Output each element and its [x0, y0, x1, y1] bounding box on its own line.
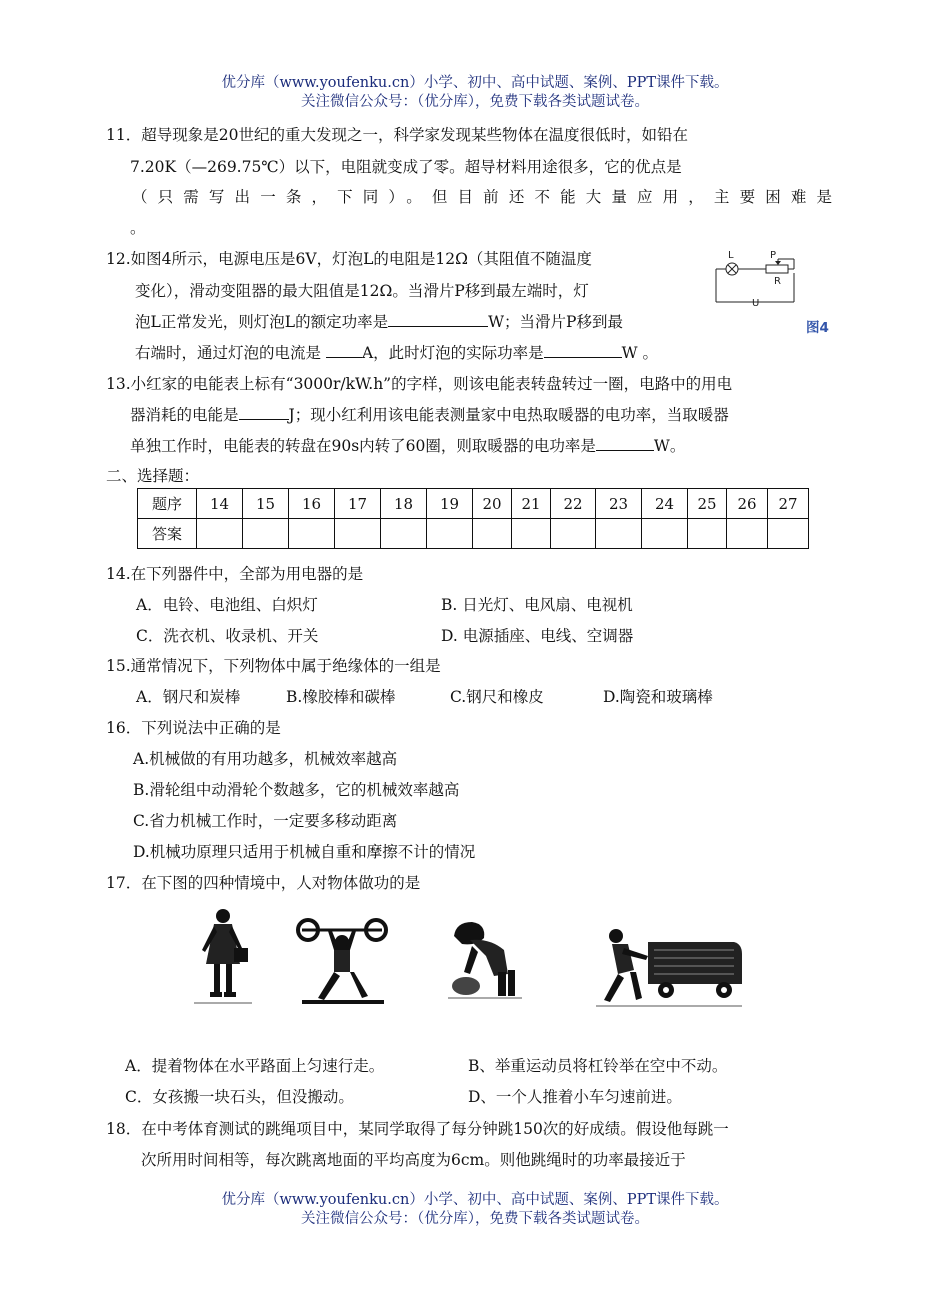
q13-line-3-a: 单独工作时，电能表的转盘在90s内转了60圈，则取暖器的电功率是	[130, 437, 596, 455]
q12-line-4-a: 右端时，通过灯泡的电流是	[135, 344, 326, 362]
q15-option-b[interactable]: B.橡胶棒和碳棒	[286, 688, 396, 706]
q15-option-c[interactable]: C.钢尺和橡皮	[450, 688, 544, 706]
q13-blank-energy[interactable]	[239, 405, 289, 420]
q17-option-d[interactable]: D、一个人推着小车匀速前进。	[468, 1088, 682, 1106]
q14-option-c[interactable]: C．洗衣机、收录机、开关	[136, 627, 319, 645]
page-header	[0, 74, 950, 112]
voltage-label: U	[752, 298, 760, 309]
footer-line-1: 优分库（www.youfenku.cn）小学、初中、高中试题、案例、PPT课件下载。	[221, 1192, 729, 1208]
answer-cell[interactable]	[596, 519, 642, 549]
answer-table-answer-label: 答案	[138, 519, 197, 549]
slider-label: P	[770, 250, 777, 261]
q12-line-4	[135, 341, 658, 363]
q15-option-d[interactable]: D.陶瓷和玻璃棒	[603, 688, 713, 706]
footer-line-2: 关注微信公众号：（优分库），免费下载各类试题试卷。	[301, 1211, 649, 1227]
q16-stem: 16．下列说法中正确的是	[106, 719, 281, 737]
figure-4-label: 图4	[806, 320, 829, 336]
q15-stem: 15.通常情况下，下列物体中属于绝缘体的一组是	[106, 657, 441, 675]
q17-option-b[interactable]: B、举重运动员将杠铃举在空中不动。	[468, 1057, 728, 1075]
q16-option-b[interactable]: B.滑轮组中动滑轮个数越多，它的机械效率越高	[133, 781, 460, 799]
q14-stem: 14.在下列器件中，全部为用电器的是	[106, 565, 364, 583]
lamp-label: L	[728, 250, 734, 261]
answer-table-answer-row	[138, 519, 809, 549]
q17-option-c[interactable]: C．女孩搬一块石头，但没搬动。	[125, 1088, 354, 1106]
question-number-cell: 19	[427, 489, 473, 519]
question-number-cell: 26	[727, 489, 768, 519]
q15-option-a[interactable]: A．钢尺和炭棒	[136, 688, 241, 706]
q13-line-3	[130, 434, 685, 456]
picture-b-weightlifter	[296, 914, 388, 1006]
q13-line-2	[130, 403, 729, 425]
question-number-cell: 21	[512, 489, 551, 519]
q16-option-a[interactable]: A.机械做的有用功越多，机械效率越高	[133, 750, 398, 768]
answer-table-header-label: 题序	[138, 489, 197, 519]
header-line-2: 关注微信公众号：（优分库），免费下载各类试题试卷。	[301, 94, 649, 110]
question-number-cell: 25	[688, 489, 727, 519]
question-number-cell: 27	[768, 489, 809, 519]
resistor-symbol	[766, 265, 788, 273]
answer-cell[interactable]	[289, 519, 335, 549]
answer-cell[interactable]	[381, 519, 427, 549]
q17-option-a[interactable]: A．提着物体在水平路面上匀速行走。	[125, 1057, 385, 1075]
q13-line-2-a: 器消耗的电能是	[130, 406, 239, 424]
q16-option-d[interactable]: D.机械功原理只适用于机械自重和摩擦不计的情况	[133, 843, 476, 861]
q14-option-a[interactable]: A．电铃、电池组、白炽灯	[136, 596, 318, 614]
q11-line-3: （只需写出一条，下同）。但目前还不能大量应用，主要困难是	[132, 188, 832, 206]
q14-option-d[interactable]: D. 电源插座、电线、空调器	[441, 627, 634, 645]
header-line-1: 优分库（www.youfenku.cn）小学、初中、高中试题、案例、PPT课件下载。	[221, 75, 729, 91]
q13-line-1: 13.小红家的电能表上标有“3000r/kW.h”的字样，则该电能表转盘转过一圈，电路中的用电	[106, 375, 733, 393]
answer-cell[interactable]	[727, 519, 768, 549]
q12-blank-rated-power[interactable]	[388, 312, 488, 327]
q13-blank-power[interactable]	[596, 436, 654, 451]
q12-blank-current[interactable]	[326, 343, 362, 358]
question-number-cell: 17	[335, 489, 381, 519]
q12-line-1: 12.如图4所示，电源电压是6V，灯泡L的电阻是12Ω（其阻值不随温度	[106, 250, 592, 268]
answer-table-header-row	[138, 489, 809, 519]
question-number-cell: 20	[473, 489, 512, 519]
question-number-cell: 23	[596, 489, 642, 519]
q12-blank-actual-power[interactable]	[544, 343, 622, 358]
question-number-cell: 18	[381, 489, 427, 519]
section-2-title: 二、选择题：	[106, 467, 200, 485]
q14-option-b[interactable]: B. 日光灯、电风扇、电视机	[441, 596, 633, 614]
q12-line-3-b: W；当滑片P移到最	[488, 313, 623, 331]
q12-line-4-c: W 。	[621, 344, 658, 362]
answer-cell[interactable]	[688, 519, 727, 549]
q13-line-3-b: W。	[653, 437, 686, 455]
answer-cell[interactable]	[197, 519, 243, 549]
answer-cell[interactable]	[427, 519, 473, 549]
q12-line-4-b: A，此时灯泡的实际功率是	[361, 344, 544, 362]
picture-d-pushing-cart	[594, 924, 744, 1012]
q11-line-2: 7.20K（—269.75℃）以下，电阻就变成了零。超导材料用途很多，它的优点是	[130, 158, 682, 176]
q16-option-c[interactable]: C.省力机械工作时，一定要多移动距离	[133, 812, 398, 830]
answer-cell[interactable]	[243, 519, 289, 549]
question-number-cell: 15	[243, 489, 289, 519]
circuit-diagram	[708, 246, 804, 310]
answer-cell[interactable]	[551, 519, 596, 549]
answer-cell[interactable]	[512, 519, 551, 549]
q11-line-1: 11．超导现象是20世纪的重大发现之一，科学家发现某些物体在温度很低时，如铅在	[106, 126, 688, 144]
q17-stem: 17．在下图的四种情境中，人对物体做功的是	[106, 874, 421, 892]
answer-cell[interactable]	[473, 519, 512, 549]
q13-line-2-b: J；现小红利用该电能表测量家中电热取暖器的电功率，当取暖器	[288, 406, 729, 424]
question-number-cell: 22	[551, 489, 596, 519]
answer-table	[137, 488, 809, 549]
q18-line-2: 次所用时间相等，每次跳离地面的平均高度为6cm。则他跳绳时的功率最接近于	[141, 1151, 686, 1169]
picture-c-girl-lifting-rock	[446, 916, 524, 1004]
question-number-cell: 16	[289, 489, 335, 519]
question-number-cell: 14	[197, 489, 243, 519]
q11-line-4: 。	[130, 219, 146, 237]
resistor-label: R	[774, 276, 781, 287]
q12-line-3-a: 泡L正常发光，则灯泡L的额定功率是	[135, 313, 389, 331]
page-footer	[0, 1191, 950, 1229]
answer-cell[interactable]	[768, 519, 809, 549]
q12-line-2: 变化），滑动变阻器的最大阻值是12Ω。当滑片P移到最左端时，灯	[135, 282, 589, 300]
answer-cell[interactable]	[335, 519, 381, 549]
picture-a-carrying-person	[190, 906, 256, 1006]
q12-line-3	[135, 310, 623, 332]
answer-cell[interactable]	[642, 519, 688, 549]
q18-line-1: 18．在中考体育测试的跳绳项目中，某同学取得了每分钟跳150次的好成绩。假设他每跳一	[106, 1120, 729, 1138]
question-number-cell: 24	[642, 489, 688, 519]
